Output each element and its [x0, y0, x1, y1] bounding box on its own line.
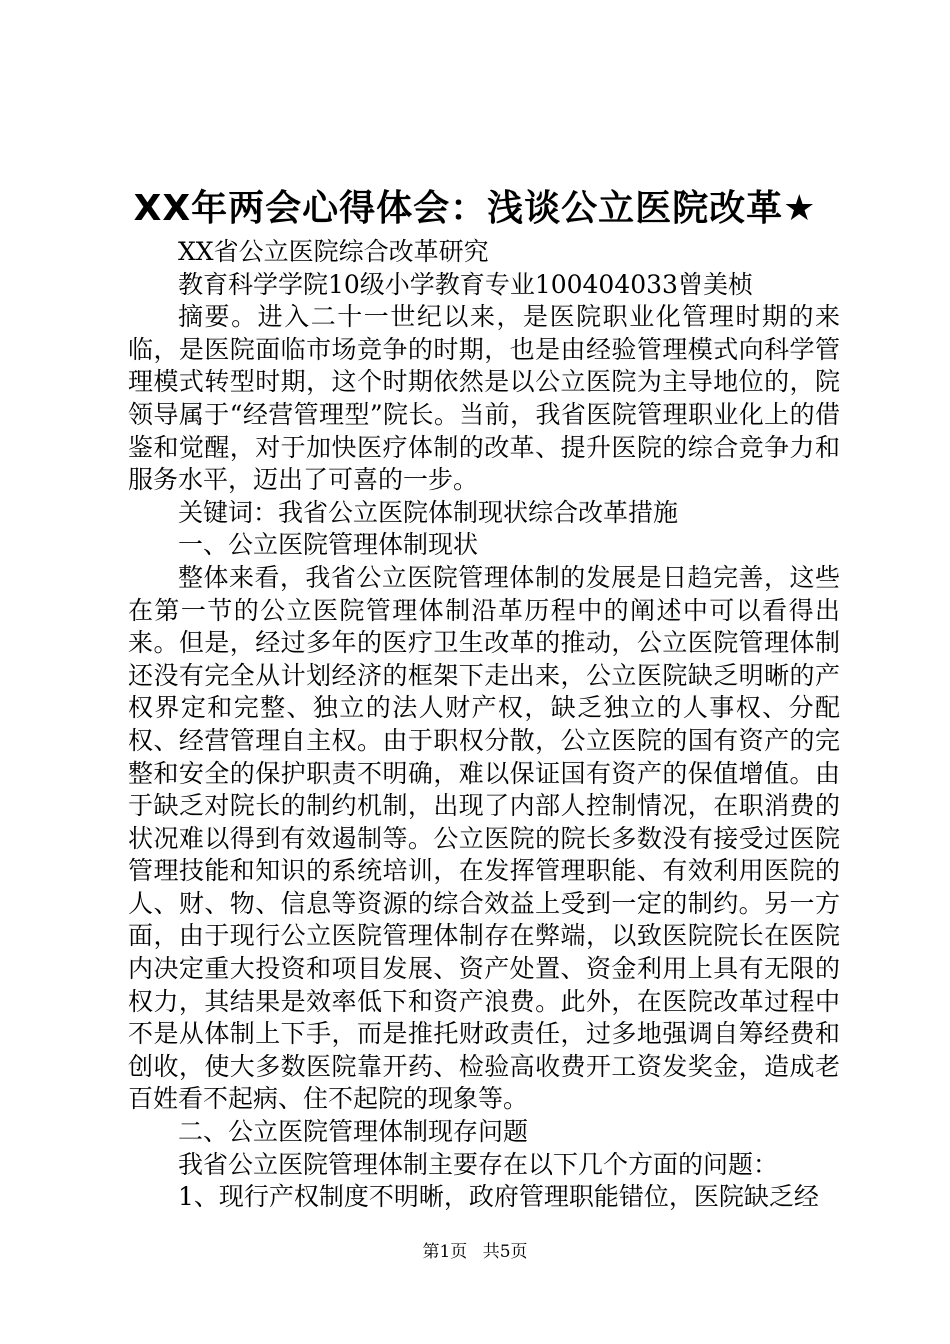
paragraph-section-1: 整体来看，我省公立医院管理体制的发展是日趋完善，这些在第一节的公立医院管理体制沿革历程中的阐述中可以看得出来。但是，经过多年的医疗卫生改革的推动，公立医院管理体制还没有完全从计划经济的框架下走出来，公立医院缺乏明晰的产权界定和完整、独立的法人财产权，缺乏独立的人事权、分配权、经营管理自主权。由于职权分散，公立医院的国有资产的完整和安全的保护职责不明确，难以保证国有资产的保值增值。由于缺乏对院长的制约机制，出现了内部人控制情况，在职消费的状况难以得到有效遏制等。公立医院的院长多数没有接受过医院管理技能和知识的系统培训，在发挥管理职能、有效利用医院的人、财、物、信息等资源的综合效益上受到一定的制约。另一方面，由于现行公立医院管理体制存在弊端，以致医院院长在医院内决定重大投资和项目发展、资产处置、资金利用上具有无限的权力，其结果是效率低下和资产浪费。此外，在医院改革过程中不是从体制上下手，而是推托财政责任，过多地强调自筹经费和创收，使大多数医院靠开药、检验高收费开工资发奖金，造成老百姓看不起病、住不起院的现象等。 [128, 562, 840, 1114]
document-title: XX年两会心得体会：浅谈公立医院改革★ [133, 188, 817, 229]
page-footer [0, 1240, 950, 1264]
paragraph-abstract: 摘要。进入二十一世纪以来，是医院职业化管理时期的来临，是医院面临市场竞争的时期，也是由经验管理模式向科学管理模式转型时期，这个时期依然是以公立医院为主导地位的，院领导属于“经营管理型”院长。当前，我省医院管理职业化上的借鉴和觉醒，对于加快医疗体制的改革、提升医院的综合竞争力和服务水平，迈出了可喜的一步。 [128, 302, 840, 495]
section-heading-1: 一、公立医院管理体制现状 [178, 530, 479, 560]
page-number: 第1页 [422, 1242, 468, 1262]
paragraph-subtitle: XX省公立医院综合改革研究 [178, 237, 489, 266]
document-body [128, 236, 840, 1214]
paragraph-keywords: 关键词：我省公立医院体制现状综合改革措施 [178, 497, 679, 527]
paragraph-author: 教育科学学院10级小学教育专业100404033曾美桢 [178, 269, 753, 299]
section-heading-2: 二、公立医院管理体制现存问题 [178, 1117, 529, 1147]
paragraph-problem-1: 1、现行产权制度不明晰，政府管理职能错位，医院缺乏经 [178, 1182, 819, 1212]
page-total: 共5页 [482, 1242, 528, 1262]
paragraph-problems-intro: 我省公立医院管理体制主要存在以下几个方面的问题： [178, 1149, 779, 1179]
